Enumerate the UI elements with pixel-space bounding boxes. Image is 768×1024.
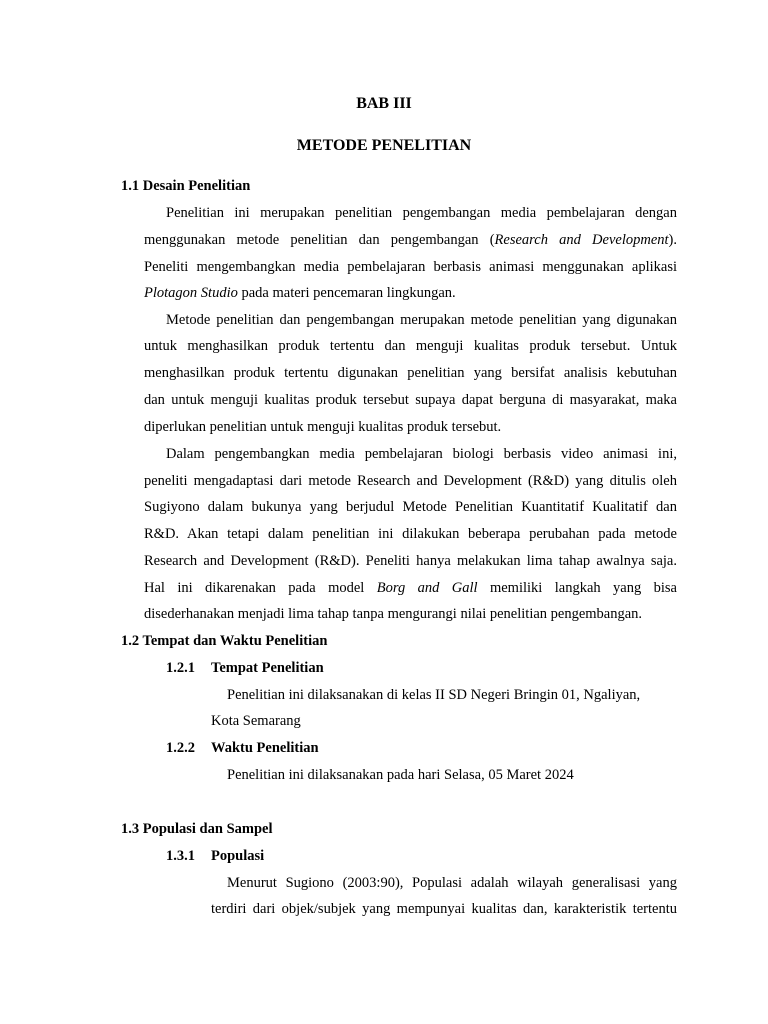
paragraph-line: Metode penelitian dan pengembangan merupakan metode penelitian yang digunakan: [166, 312, 677, 328]
paragraph-line: menggunakan metode penelitian dan pengembangan (Research and Development).: [144, 232, 677, 248]
chapter-label: BAB III: [356, 95, 412, 112]
subsection-heading-1-2-2: 1.2.2 Waktu Penelitian: [166, 740, 319, 756]
paragraph-line: Menurut Sugiono (2003:90), Populasi adalah wilayah generalisasi yang: [227, 875, 677, 891]
paragraph-line: disederhanakan menjadi lima tahap tanpa mengurangi nilai penelitian pengembangan.: [144, 606, 643, 622]
subsection-heading-1-3-1: 1.3.1 Populasi: [166, 848, 265, 864]
paragraph-line: Hal ini dikarenakan pada model Borg and Gall memiliki langkah yang bisa: [144, 580, 677, 596]
paragraph-line: Penelitian ini merupakan penelitian pengembangan media pembelajaran dengan: [166, 205, 677, 221]
subsection-heading-1-2-1: 1.2.1 Tempat Penelitian: [166, 660, 324, 676]
paragraph-line: Penelitian ini dilaksanakan pada hari Selasa, 05 Maret 2024: [227, 767, 574, 783]
paragraph-line: R&D. Akan tetapi dalam penelitian ini dilakukan beberapa perubahan pada metode: [144, 526, 677, 542]
paragraph-line: Dalam pengembangkan media pembelajaran biologi berbasis video animasi ini,: [166, 446, 677, 462]
paragraph-line: Peneliti mengembangkan media pembelajaran berbasis animasi menggunakan aplikasi: [144, 259, 677, 275]
paragraph-line: Research and Development (R&D). Peneliti hanya melakukan lima tahap awalnya saja.: [144, 553, 677, 569]
section-heading-1-2: 1.2 Tempat dan Waktu Penelitian: [121, 633, 328, 649]
paragraph-line: dan untuk menguji kualitas produk tersebut supaya dapat berguna di masyarakat, maka: [144, 392, 677, 408]
paragraph-line: Kota Semarang: [211, 713, 301, 729]
section-heading-1-1: 1.1 Desain Penelitian: [121, 178, 251, 194]
paragraph-line: terdiri dari objek/subjek yang mempunyai kualitas dan, karakteristik tertentu: [211, 901, 677, 917]
paragraph-line: Plotagon Studio pada materi pencemaran lingkungan.: [144, 285, 456, 301]
section-heading-1-3: 1.3 Populasi dan Sampel: [121, 821, 273, 837]
paragraph-line: Sugiyono dalam bukunya yang berjudul Metode Penelitian Kuantitatif Kualitatif dan: [144, 499, 677, 515]
paragraph-line: diperlukan penelitian untuk menguji kualitas produk tersebut.: [144, 419, 502, 435]
chapter-title: METODE PENELITIAN: [296, 137, 472, 154]
paragraph-line: peneliti mengadaptasi dari metode Research and Development (R&D) yang ditulis oleh: [144, 473, 677, 489]
paragraph-line: menghasilkan produk tertentu digunakan penelitian yang bersifat analisis kebutuhan: [144, 365, 677, 381]
paragraph-line: Penelitian ini dilaksanakan di kelas II SD Negeri Bringin 01, Ngaliyan,: [227, 687, 641, 703]
paragraph-line: untuk menghasilkan produk tertentu dan menguji kualitas produk tersebut. Untuk: [144, 338, 677, 354]
